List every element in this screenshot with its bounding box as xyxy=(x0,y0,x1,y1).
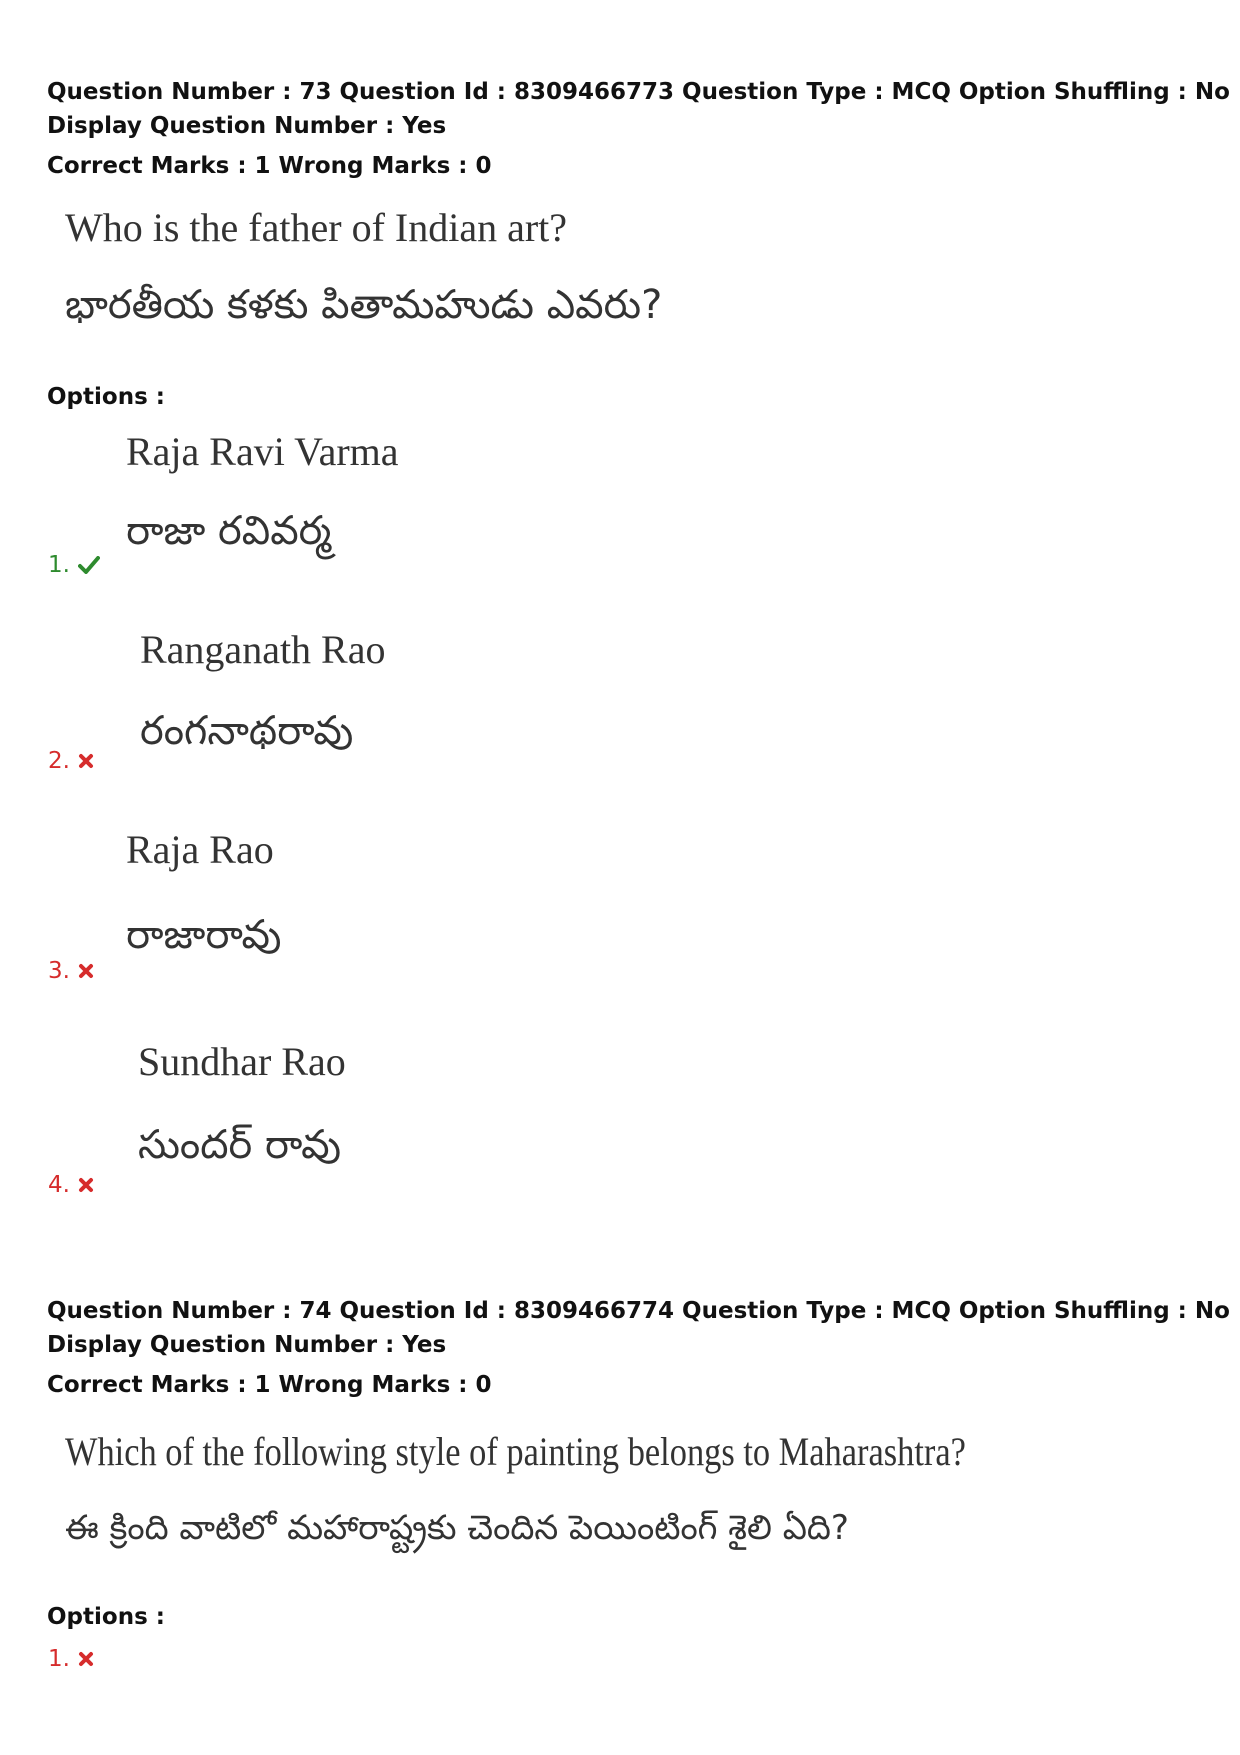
q74-header xyxy=(47,1294,1230,1402)
q73-option-1-number xyxy=(48,552,100,578)
q74-options-label: Options : xyxy=(47,1604,165,1630)
cross-icon xyxy=(78,1651,94,1667)
q73-header xyxy=(47,75,1230,183)
q73-option-2-english: Ranganath Rao xyxy=(140,627,386,672)
q74-header-line1: Question Number : 74 Question Id : 8309466774 Question Type : MCQ Option Shuffling : No xyxy=(47,1298,1230,1324)
q73-option-3-number xyxy=(48,958,94,984)
q73-option-1-telugu: రాజా రవివర్మ xyxy=(126,508,332,554)
q74-option-1-label: 1. xyxy=(48,1646,70,1672)
q74-option-1-number xyxy=(48,1646,94,1672)
q73-option-4-number xyxy=(48,1172,94,1198)
q73-marks: Correct Marks : 1 Wrong Marks : 0 xyxy=(47,153,492,179)
q74-question-english: Which of the following style of painting belongs to Maharashtra? xyxy=(65,1429,966,1474)
q73-option-4-label: 4. xyxy=(48,1172,70,1198)
q73-option-1-label: 1. xyxy=(48,552,70,578)
q74-marks: Correct Marks : 1 Wrong Marks : 0 xyxy=(47,1372,492,1398)
q73-header-line2: Display Question Number : Yes xyxy=(47,113,447,139)
q74-question-telugu: ఈ క్రింది వాటిలో మహారాష్ట్రకు చెందిన పెయింటింగ్ శైలి ఏది? xyxy=(65,1508,849,1548)
q73-option-3-label: 3. xyxy=(48,958,70,984)
q73-option-2-number xyxy=(48,748,94,774)
q73-option-2-telugu: రంగనాథరావు xyxy=(140,708,354,754)
cross-icon xyxy=(78,963,94,979)
q74-header-line2: Display Question Number : Yes xyxy=(47,1332,447,1358)
q73-header-line1: Question Number : 73 Question Id : 8309466773 Question Type : MCQ Option Shuffling : No xyxy=(47,79,1230,105)
q73-option-1-english: Raja Ravi Varma xyxy=(126,429,399,474)
q73-option-2-label: 2. xyxy=(48,748,70,774)
q73-options-label: Options : xyxy=(47,384,165,410)
q73-option-4-english: Sundhar Rao xyxy=(138,1039,346,1084)
cross-icon xyxy=(78,1177,94,1193)
q73-option-3-telugu: రాజారావు xyxy=(126,912,282,958)
check-icon xyxy=(78,556,100,574)
q73-question-english: Who is the father of Indian art? xyxy=(65,205,568,250)
q73-option-3-english: Raja Rao xyxy=(126,827,274,872)
q73-question-telugu: భారతీయ కళకు పితామహుడు ఎవరు? xyxy=(65,282,663,328)
cross-icon xyxy=(78,753,94,769)
q73-option-4-telugu: సుందర్ రావు xyxy=(138,1122,342,1168)
